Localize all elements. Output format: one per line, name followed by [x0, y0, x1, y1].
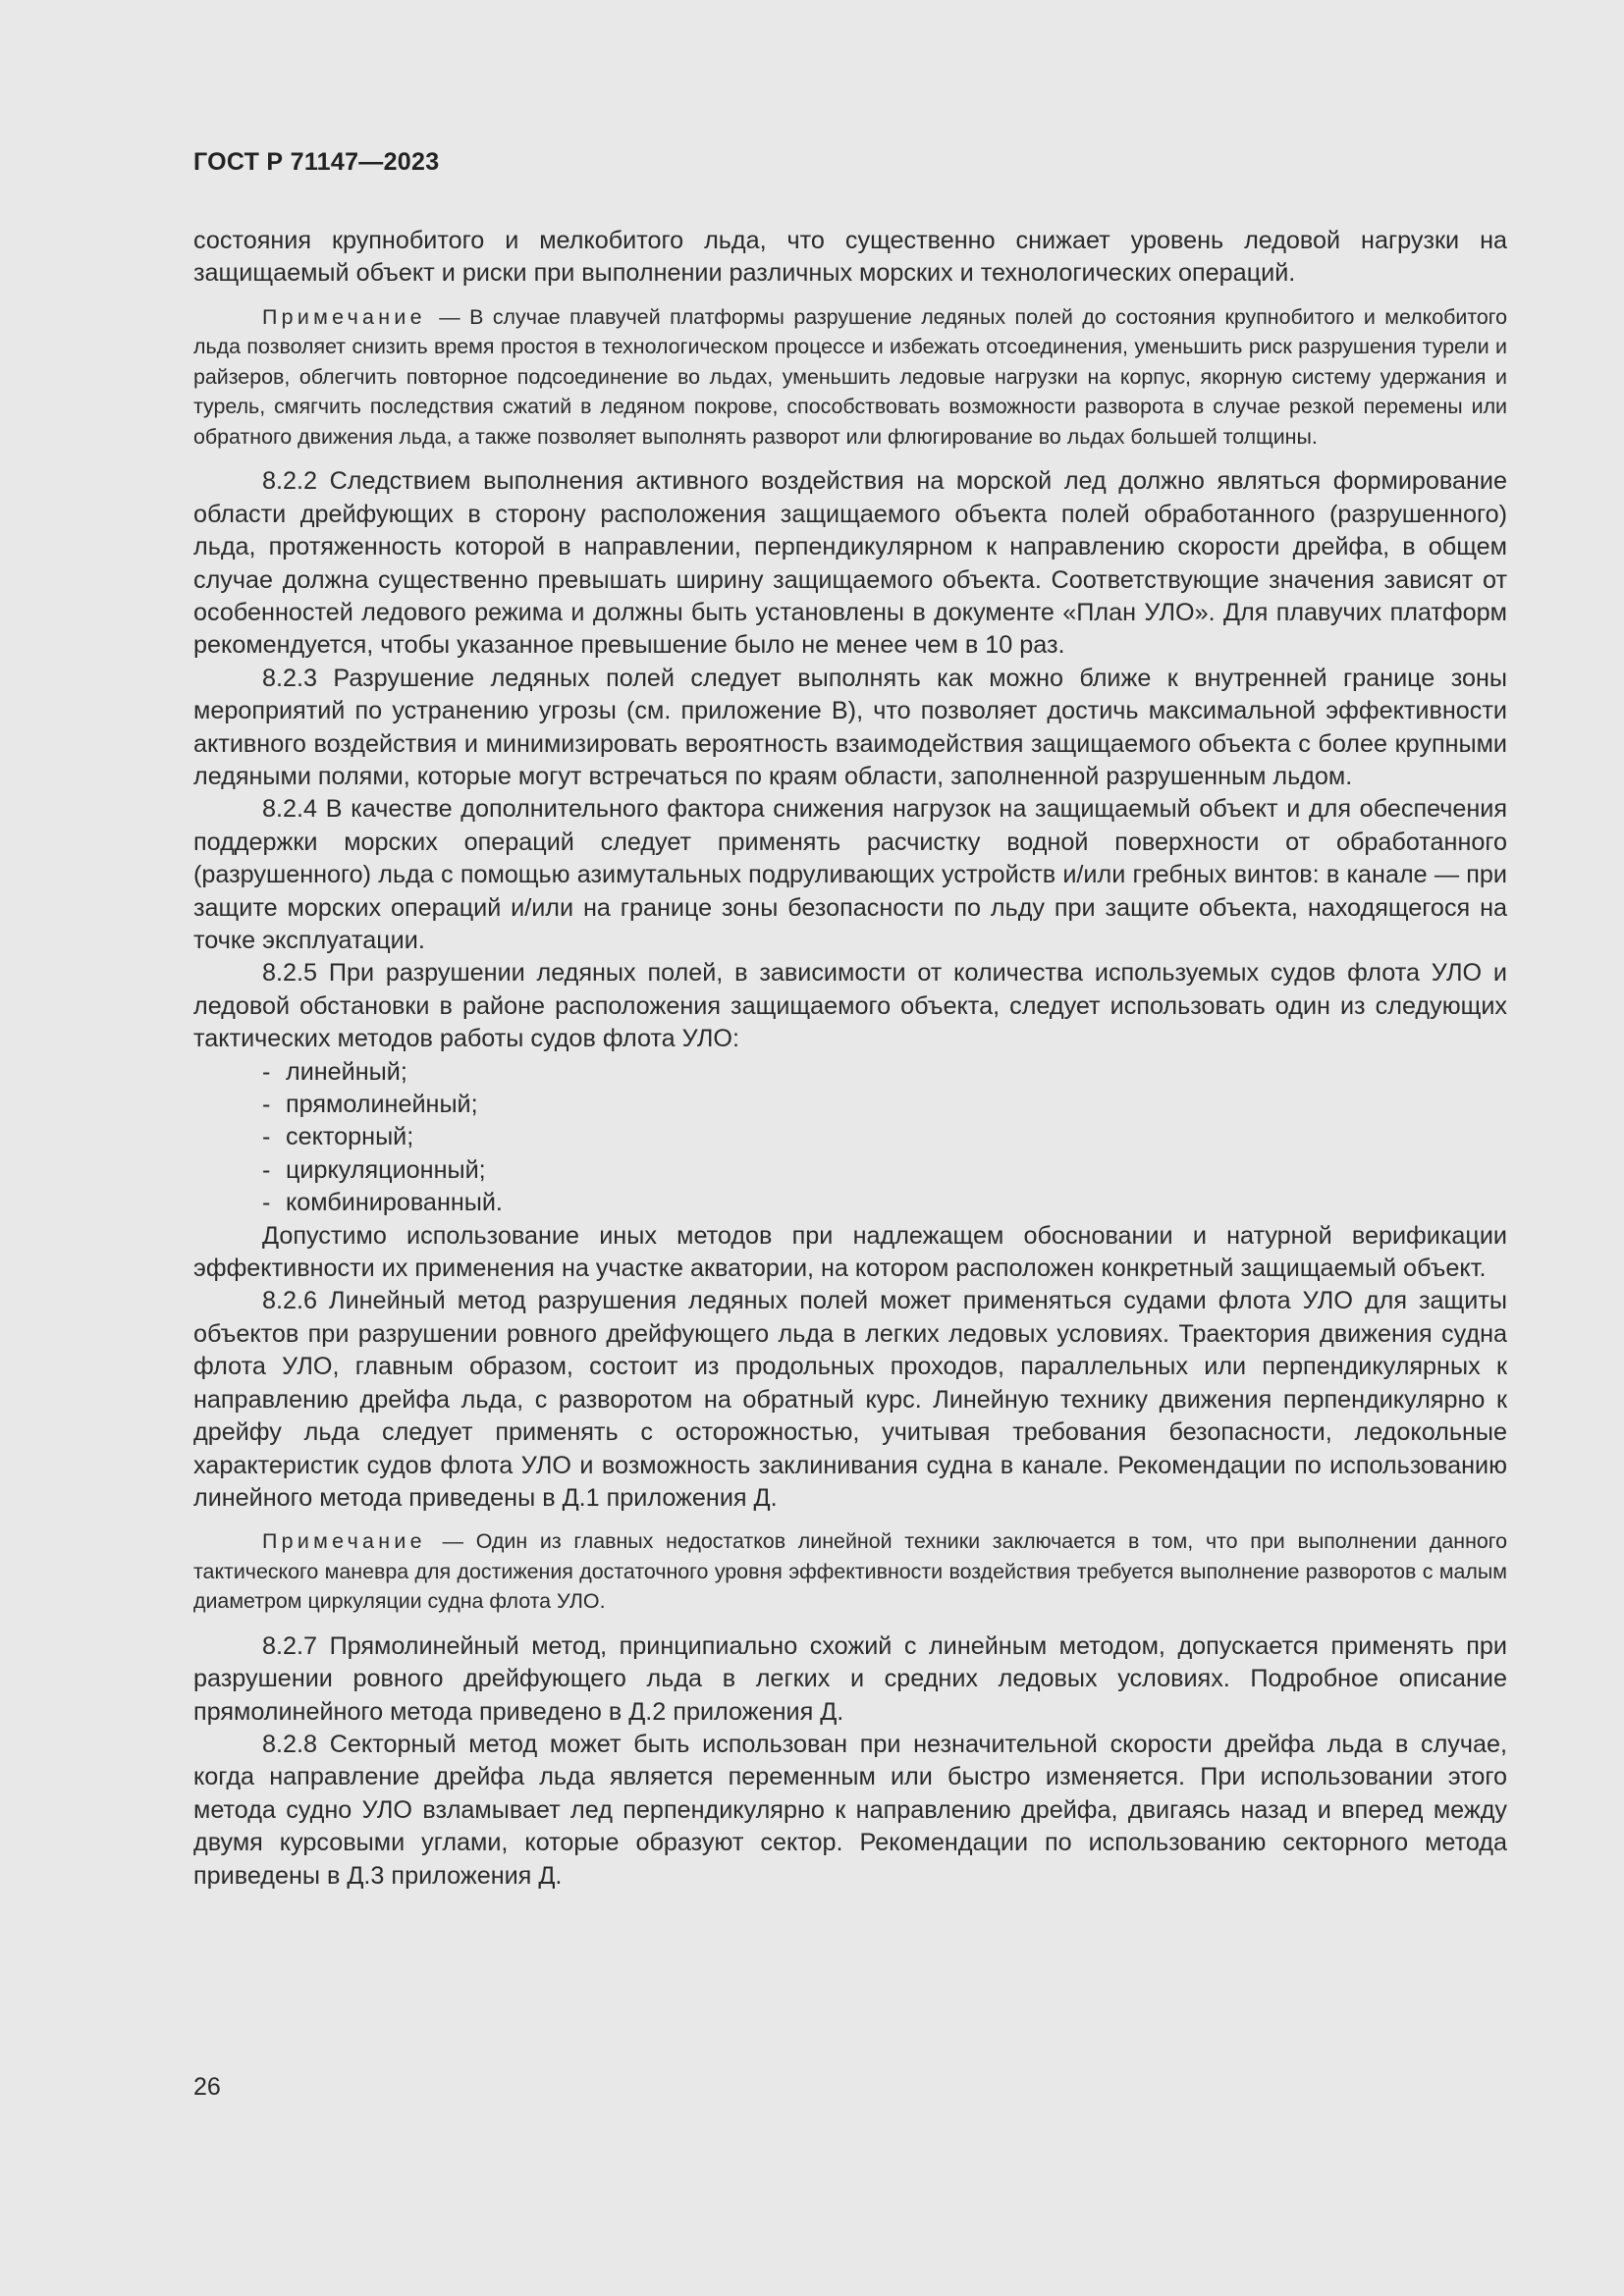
list-item: - прямолинейный;: [262, 1091, 478, 1119]
paragraph-continuation: состояния крупнобитого и мелкобитого льда, что существенно снижает уровень ледовой нагрузки на защищаемый объект и риски при выполнении различных морских и технологических операций.: [193, 227, 1507, 288]
list-item: - циркуляционный;: [262, 1155, 486, 1184]
paragraph-8-2-8: 8.2.8 Секторный метод может быть использован при незначительной скорости дрейфа льда в случае, когда направление дрейфа льда является переменным или быстро изменяется. При использовании этого метода судно УЛО взламывает лед перпендикулярно к направлению дрейфа, двигаясь назад и вперед между двумя курсовыми углами, которые образуют сектор. Рекомендации по использованию секторного метода приведены в Д.3 приложения Д.: [193, 1731, 1507, 1890]
page-number: 26: [193, 2073, 221, 2101]
note-1: [193, 302, 1507, 453]
paragraph-allowed-methods: Допустимо использование иных методов при надлежащем обосновании и натурной верификации эффективности их применения на участке акватории, на котором расположен конкретный защищаемый объект.: [193, 1221, 1507, 1283]
paragraph-8-2-7: 8.2.7 Прямолинейный метод, принципиально схожий с линейным методом, допускается применять при разрушении ровного дрейфующего льда в легких и средних ледовых условиях. Подробное описание прямолинейного метода приведено в Д.2 приложения Д.: [193, 1631, 1507, 1726]
note-text: — Один из главных недостатков линейной техники заключается в том, что при выполнении данного тактического маневра для достижения достаточного уровня эффективности воздействия требуется выполнение разворотов с малым диаметром циркуляции судна флота УЛО.: [193, 1529, 1508, 1614]
document-header: ГОСТ Р 71147—2023: [193, 148, 440, 176]
paragraph-8-2-5: 8.2.5 При разрушении ледяных полей, в зависимости от количества используемых судов флота УЛО и ледовой обстановки в районе расположения защищаемого объекта, следует использовать один из следующих тактических методов работы судов флота УЛО:: [193, 959, 1507, 1053]
list-item: - секторный;: [262, 1123, 414, 1151]
note-text: — В случае плавучей платформы разрушение ледяных полей до состояния крупнобитого и мелкобитого льда позволяет снизить время простоя в технологическом процессе и избежать отсоединения, уменьшить риск разрушения турели и райзеров, облегчить повторное подсоединение во льдах, уменьшить ледовые нагрузки на корпус, якорную систему удержания и турель, смягчить последствия сжатий в ледяном покрове, способствовать возможности разворота в случае резкой перемены или обратного движения льда, а также позволяет выполнять разворот или флюгирование во льдах большей толщины.: [193, 304, 1507, 449]
list-item: - линейный;: [262, 1057, 407, 1086]
note-label: Примечание: [262, 304, 426, 329]
methods-list: [193, 1056, 1507, 1220]
note-2: [193, 1526, 1507, 1617]
paragraph-8-2-6: 8.2.6 Линейный метод разрушения ледяных полей может применяться судами флота УЛО для защиты объектов при разрушении ровного дрейфующего льда в легких ледовых условиях. Траектория движения судна флота УЛО, главным образом, состоит из продольных проходов, параллельных или перпендикулярных к направлению дрейфа льда, с разворотом на обратный курс. Линейную технику движения перпендикулярно к дрейфу льда следует применять с осторожностью, учитывая требования безопасности, ледокольные характеристик судов флота УЛО и возможность заклинивания судна в канале. Рекомендации по использованию линейного метода приведены в Д.1 приложения Д.: [193, 1287, 1507, 1512]
note-label: Примечание: [262, 1529, 426, 1554]
paragraph-8-2-3: 8.2.3 Разрушение ледяных полей следует выполнять как можно ближе к внутренней границе зоны мероприятий по устранению угрозы (см. приложение В), что позволяет достичь максимальной эффективности активного воздействия и минимизировать вероятность взаимодействия защищаемого объекта с более крупными ледяными полями, которые могут встречаться по краям области, заполненной разрушенным льдом.: [193, 664, 1507, 790]
document-body: [193, 225, 1507, 1893]
list-item: - комбинированный.: [262, 1189, 503, 1217]
paragraph-8-2-4: 8.2.4 В качестве дополнительного фактора снижения нагрузок на защищаемый объект и для обеспечения поддержки морских операций следует применять расчистку водной поверхности от обработанного (разрушенного) льда с помощью азимутальных подруливающих устройств и/или гребных винтов: в канале — при защите морских операций и/или на границе зоны безопасности по льду при защите объекта, находящегося на точке эксплуатации.: [193, 795, 1507, 954]
paragraph-8-2-2: 8.2.2 Следствием выполнения активного воздействия на морской лед должно являться формирование области дрейфующих в сторону расположения защищаемого объекта полей обработанного (разрушенного) льда, протяженность которой в направлении, перпендикулярном к направлению скорости дрейфа, в общем случае должна существенно превышать ширину защищаемого объекта. Соответствующие значения зависят от особенностей ледового режима и должны быть установлены в документе «План УЛО». Для плавучих платформ рекомендуется, чтобы указанное превышение было не менее чем в 10 раз.: [193, 467, 1507, 660]
